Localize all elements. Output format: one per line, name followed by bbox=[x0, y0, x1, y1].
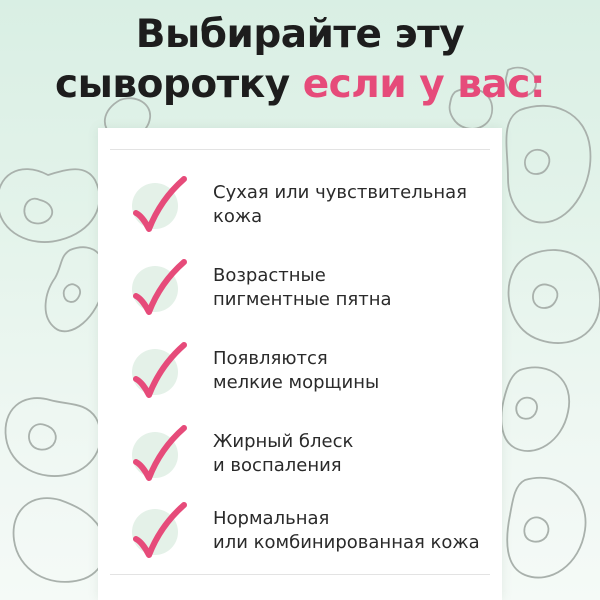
check-mark bbox=[128, 499, 190, 565]
avocado-icon bbox=[509, 250, 600, 343]
benefit-text bbox=[213, 264, 493, 312]
check-icon bbox=[128, 256, 190, 322]
benefit-item bbox=[98, 173, 502, 243]
benefit-item bbox=[98, 499, 502, 569]
avocado-icon bbox=[14, 498, 106, 582]
check-icon bbox=[128, 339, 190, 405]
card-top-divider bbox=[110, 149, 490, 150]
card-bottom-divider bbox=[110, 574, 490, 575]
avocado-icon bbox=[46, 247, 106, 331]
benefit-line: Жирный блеск bbox=[213, 431, 354, 452]
benefit-line: и воспаления bbox=[213, 455, 342, 476]
title-accent: если у вас: bbox=[302, 62, 545, 107]
benefit-line: Возрастные bbox=[213, 265, 326, 286]
benefit-line: Нормальная bbox=[213, 508, 330, 529]
benefit-line: мелкие морщины bbox=[213, 372, 380, 393]
benefit-line: кожа bbox=[213, 206, 263, 227]
title-plain: сыворотку bbox=[55, 62, 303, 107]
avocado-icon bbox=[507, 478, 585, 578]
benefit-text bbox=[213, 347, 493, 395]
benefit-text bbox=[213, 430, 493, 478]
avocado-icon bbox=[5, 398, 100, 476]
check-mark bbox=[128, 256, 190, 322]
check-mark bbox=[128, 422, 190, 488]
check-icon bbox=[128, 173, 190, 239]
title-line-1: Выбирайте эту bbox=[135, 12, 465, 57]
page-title bbox=[0, 10, 600, 110]
benefit-text bbox=[213, 507, 493, 555]
benefit-text bbox=[213, 181, 493, 229]
avocado-icon bbox=[506, 106, 590, 223]
benefits-card bbox=[98, 128, 502, 600]
check-icon bbox=[128, 422, 190, 488]
benefit-line: или комбинированная кожа bbox=[213, 532, 480, 553]
benefit-line: Сухая или чувствительная bbox=[213, 182, 467, 203]
benefit-item bbox=[98, 256, 502, 326]
check-mark bbox=[128, 173, 190, 239]
check-icon bbox=[128, 499, 190, 565]
benefit-item bbox=[98, 339, 502, 409]
avocado-icon bbox=[501, 367, 569, 451]
benefit-line: Появляются bbox=[213, 348, 328, 369]
check-mark bbox=[128, 339, 190, 405]
benefit-item bbox=[98, 422, 502, 492]
avocado-icon bbox=[0, 169, 100, 242]
title-line-2 bbox=[0, 60, 600, 110]
benefit-line: пигментные пятна bbox=[213, 289, 392, 310]
